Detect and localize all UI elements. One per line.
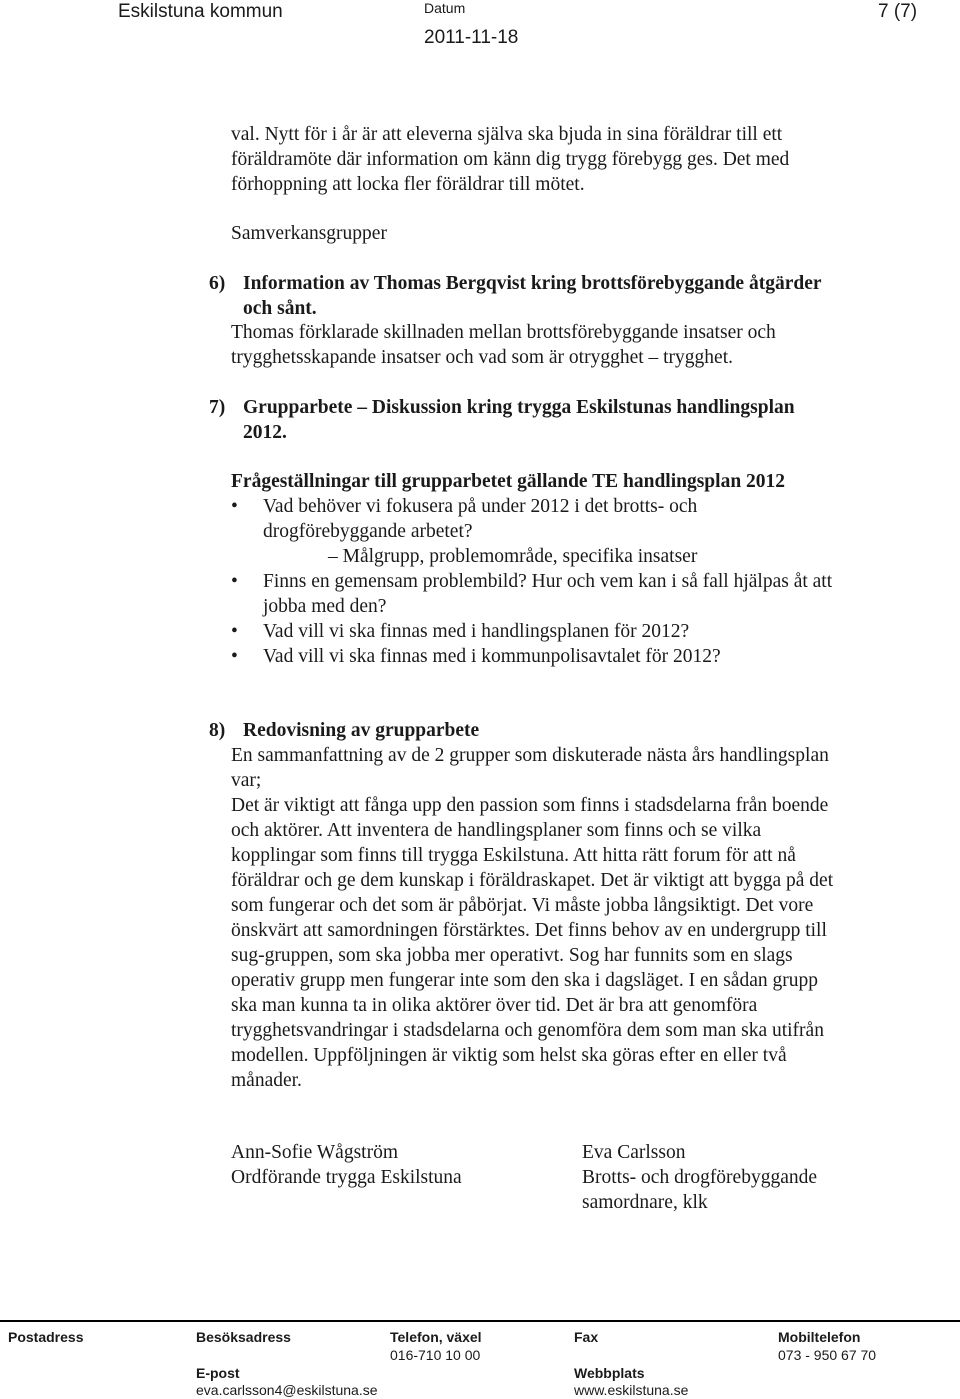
item-8-body-line: önskvärt att samordningen förstärktes. Det finns behov av en undergrupp till	[231, 920, 827, 941]
header-page-number: 7 (7)	[878, 1, 918, 22]
header-date: 2011-11-18	[424, 27, 519, 48]
item-8-body-line: sug-gruppen, som ska jobba mer operativt. Sog har funnits som en slags	[231, 945, 793, 966]
question-1-line: Vad behöver vi fokusera på under 2012 i det brotts- och	[263, 496, 698, 517]
questions-list	[231, 494, 832, 669]
question-1-sub: – Målgrupp, problemområde, specifika insatser	[328, 546, 698, 567]
item-8-body-line: månader.	[231, 1070, 302, 1091]
footer-epost-label: E-post	[196, 1365, 240, 1381]
footer-besoksadress-label: Besöksadress	[196, 1329, 291, 1345]
signature-left-name: Ann-Sofie Wågström	[231, 1142, 398, 1163]
item-8-body-line: trygghetsvandringar i stadsdelarna och genomföra dem som man ska utifrån	[231, 1020, 824, 1041]
signature-right-name: Eva Carlsson	[582, 1142, 686, 1163]
item-6-title-cont: och sånt.	[243, 298, 317, 319]
item-8-body-line: föräldrar och ge dem kunskap i föräldraskapet. Det är viktigt att bygga på det	[231, 870, 834, 891]
bullet-icon: •	[231, 646, 238, 667]
item-8-body-line: och aktörer. Att inventera de handlingsplaner som finns och se vilka	[231, 820, 762, 841]
header-org: Eskilstuna kommun	[118, 1, 283, 22]
header-date-label: Datum	[424, 0, 466, 16]
footer-telefon-value: 016-710 10 00	[390, 1347, 481, 1363]
list-item	[231, 644, 832, 669]
item-8-body-line: som fungerar och det som är påbörjat. Vi måste jobba långsiktigt. Det vore	[231, 895, 814, 916]
intro-line: föräldramöte där information om känn dig trygg förebygg ges. Det med	[231, 149, 790, 170]
item-8-body-line: modellen. Uppföljningen är viktig som helst ska göras efter en eller två	[231, 1045, 787, 1066]
question-2-line: Finns en gemensam problembild? Hur och vem kan i så fall hjälpas åt att	[263, 571, 833, 592]
list-item	[231, 569, 832, 619]
question-3: Vad vill vi ska finnas med i handlingsplanen för 2012?	[263, 621, 690, 642]
item-6-body	[231, 320, 776, 370]
item-8-body-line: var;	[231, 770, 262, 791]
item-8-body-line: operativ grupp men fungerar inte som den ska i dagsläget. I en sådan grupp	[231, 970, 818, 991]
footer-divider	[0, 1320, 960, 1322]
signature-right-role: Brotts- och drogförebyggande	[582, 1167, 818, 1188]
signature-right	[582, 1140, 817, 1215]
footer-webb-value[interactable]: www.eskilstuna.se	[574, 1382, 689, 1398]
item-7-title: Grupparbete – Diskussion kring trygga Eskilstunas handlingsplan	[243, 397, 795, 418]
footer-mobil-value: 073 - 950 67 70	[778, 1347, 877, 1363]
item-8-title: Redovisning av grupparbete	[243, 720, 480, 741]
item-7-title-cont: 2012.	[243, 422, 287, 443]
signature-right-role-cont: samordnare, klk	[582, 1192, 708, 1213]
item-8-body	[231, 743, 833, 1093]
item-8-heading	[209, 718, 479, 743]
item-8-body-line: ska man kunna ta in olika aktörer över tid. Det är bra att genomföra	[231, 995, 758, 1016]
item-6-body-line: trygghetsskapande insatser och vad som är otrygghet – trygghet.	[231, 347, 734, 368]
question-1-line: drogförebyggande arbetet?	[263, 521, 473, 542]
list-item	[231, 619, 832, 644]
footer-mobil-label: Mobiltelefon	[778, 1329, 861, 1345]
item-8-body-line: Det är viktigt att fånga upp den passion som finns i stadsdelarna från boende	[231, 795, 829, 816]
signature-left-role: Ordförande trygga Eskilstuna	[231, 1167, 462, 1188]
questions-title: Frågeställningar till grupparbetet gällande TE handlingsplan 2012	[231, 471, 786, 492]
item-8-number: 8)	[209, 720, 226, 741]
footer-fax-label: Fax	[574, 1329, 599, 1345]
question-2-line: jobba med den?	[263, 596, 387, 617]
bullet-icon: •	[231, 496, 238, 517]
item-6-title: Information av Thomas Bergqvist kring brottsförebyggande åtgärder	[243, 273, 822, 294]
footer-telefon-label: Telefon, växel	[390, 1329, 482, 1345]
item-7-heading	[209, 395, 795, 445]
footer-epost-value[interactable]: eva.carlsson4@eskilstuna.se	[196, 1382, 378, 1398]
signature-left	[231, 1140, 462, 1190]
item-6-number: 6)	[209, 273, 226, 294]
item-6-body-line: Thomas förklarade skillnaden mellan brottsförebyggande insatser och	[231, 322, 776, 343]
question-4: Vad vill vi ska finnas med i kommunpolisavtalet för 2012?	[263, 646, 721, 667]
footer-webb-label: Webbplats	[574, 1365, 645, 1381]
item-6-heading	[209, 271, 822, 321]
samverkan-heading: Samverkansgrupper	[231, 223, 387, 244]
list-item	[231, 494, 832, 544]
item-7-number: 7)	[209, 397, 226, 418]
item-8-body-line: En sammanfattning av de 2 grupper som diskuterade nästa års handlingsplan	[231, 745, 829, 766]
bullet-icon: •	[231, 621, 238, 642]
item-8-body-line: kopplingar som finns till trygga Eskilstuna. Att hitta rätt forum för att nå	[231, 845, 796, 866]
intro-line: val. Nytt för i år är att eleverna själva ska bjuda in sina föräldrar till ett	[231, 124, 783, 145]
bullet-icon: •	[231, 571, 238, 592]
footer-postadress-label: Postadress	[8, 1329, 84, 1345]
intro-line: förhoppning att locka fler föräldrar till mötet.	[231, 174, 585, 195]
intro-paragraph	[231, 122, 789, 197]
